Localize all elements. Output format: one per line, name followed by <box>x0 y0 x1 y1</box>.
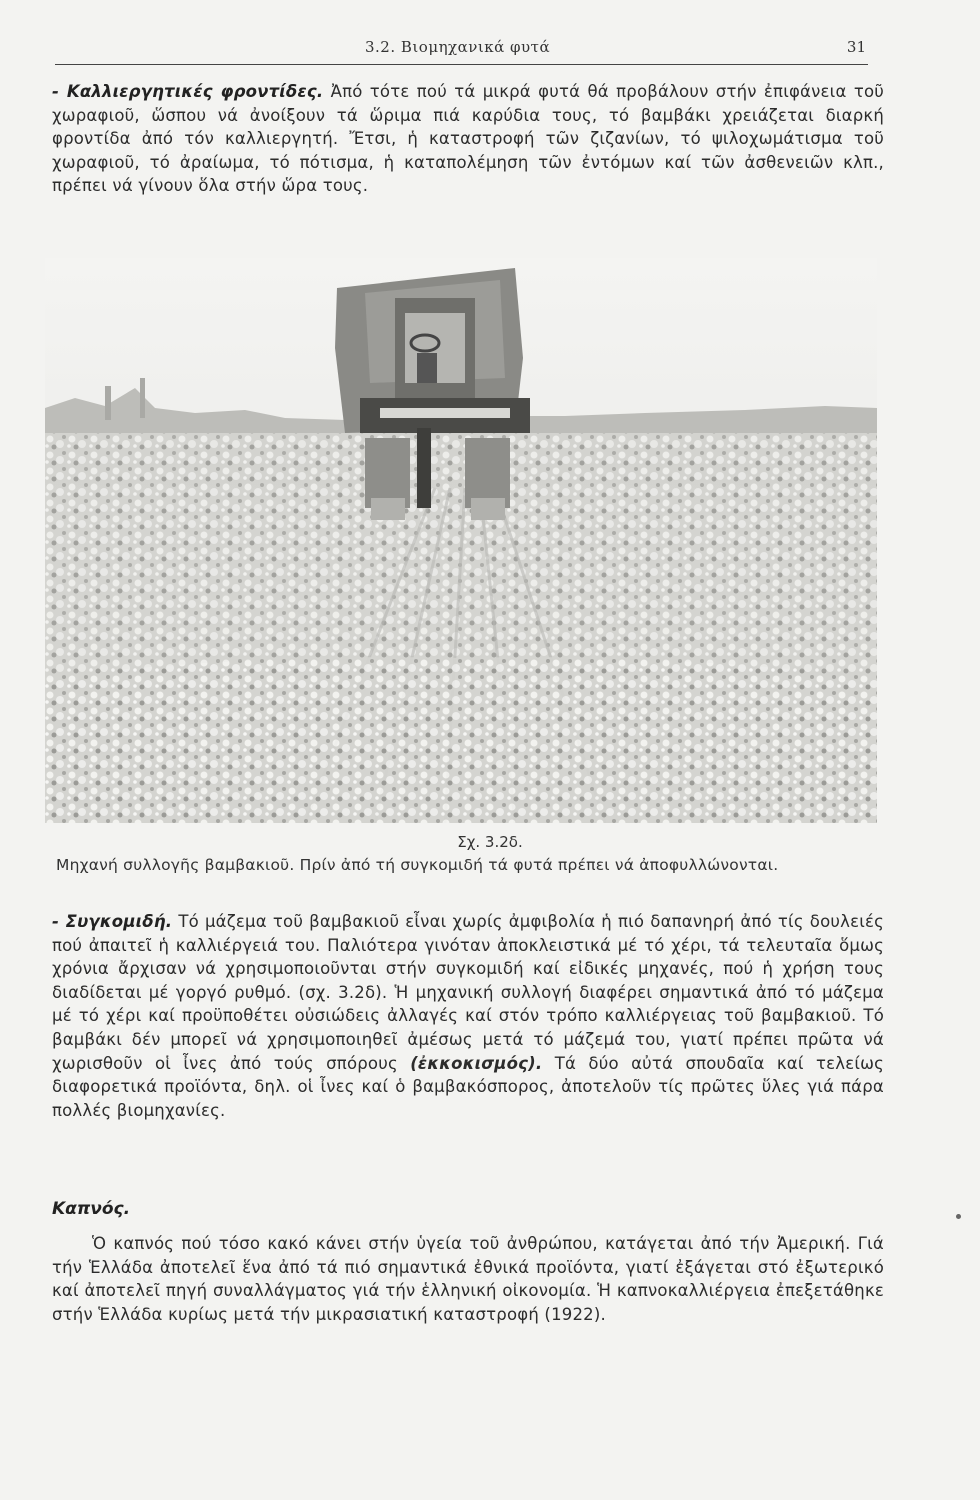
paragraph-cultivation-care <box>52 80 884 198</box>
paragraph-harvest <box>52 910 884 1122</box>
emphasized-term: (ἐκκοκισμός). <box>410 1053 543 1073</box>
header-title: 3.2. Βιομηχανικά φυτά <box>365 38 551 56</box>
paragraph-text-continued: Τά δύο αὐτά σπουδαῖα καί τελείως διαφορετικά προϊόντα, δηλ. οἱ ἶνες καί ὁ βαμβακόσπορος, ἀποτελοῦν τίς πρῶτες ὕλες γιά πάρα πολλές βιομηχανίες. <box>52 1053 884 1120</box>
paragraph-heading: - Συγκομιδή. <box>52 912 173 931</box>
paragraph-tobacco: Ὁ καπνός πού τόσο κακό κάνει στήν ὑγεία τοῦ ἀνθρώπου, κατάγεται ἀπό τήν Ἀμερική. Γιά τήν Ἑλλάδα ἀποτελεῖ ἕνα ἀπό τά πιό σημαντικά ἐθνικά προϊόντα, γιατί ἐξάγεται στό ἐξωτερικό καί ἀποτελεῖ πηγή συναλλάγματος γιά τήν ἑλληνική οἰκονομία. Ἡ καπνοκαλλιέργεια ἐπεξετάθηκε στήν Ἑλλάδα κυρίως μετά τήν μικρασιατική καταστροφή (1922). <box>52 1234 884 1324</box>
running-header <box>55 34 868 65</box>
figure-label: Σχ. 3.2δ. <box>457 833 523 851</box>
paragraph-text: Τό μάζεμα τοῦ βαμβακιοῦ εἶναι χωρίς ἀμφιβολία ἡ πιό δαπανηρή ἀπό τίς δουλειές πού ἀπαιτεῖ ἡ καλλιέργειά του. Παλιότερα γινόταν ἀποκλειστικά μέ τό χέρι, τά τελευταῖα ὅμως χρόνια ἄρχισαν νά χρησιμοποιοῦνται στήν συγκομιδή καί εἰδικές μηχανές, πού ἡ χρήση τους διαδίδεται μέ γοργό ρυθμό. (σχ. 3.2δ). Ἡ μηχανική συλλογή διαφέρει σημαντικά ἀπό τό μάζεμα μέ τό χέρι καί προϋποθέτει οὐσιώδεις ἀλλαγές καί στόν τρόπο καλλιέργειας τοῦ βαμβακιοῦ. Τό βαμβάκι δέν μπορεῖ νά χρησιμοποιηθεῖ ἀμέσως μετά τό μάζεμά του, γιατί πρέπει πρῶτα νά χωρισθοῦν οἱ ἶνες ἀπό τούς σπόρους <box>52 912 884 1073</box>
section-heading-tobacco: Καπνός. <box>52 1199 131 1219</box>
figure-caption: Μηχανή συλλογῆς βαμβακιοῦ. Πρίν ἀπό τή συγκομιδή τά φυτά πρέπει νά ἀποφυλλώνονται. <box>56 856 779 874</box>
page-number: 31 <box>846 38 866 56</box>
paragraph-text: Ἀπό τότε πού τά μικρά φυτά θά προβάλουν στήν ἐπιφάνεια τοῦ χωραφιοῦ, ὥσπου νά ἀνοίξουν τά ὥριμα πιά καρύδια τους, τό βαμβάκι χρειάζεται διαρκή φροντίδα ἀπό τόν καλλιεργητή. Ἔτσι, ἡ καταστροφή τῶν ζιζανίων, τό ψιλοχωμάτισμα τοῦ χωραφιοῦ, τό ἀραίωμα, τό πότισμα, ἡ καταπολέμηση τῶν ἐντόμων καί τῶν ἀσθενειῶν κλπ., πρέπει νά γίνουν ὅλα στήν ὥρα τους. <box>52 82 884 196</box>
paragraph-heading: - Καλλιεργητικές φροντίδες. <box>52 82 324 101</box>
margin-mark <box>956 1214 961 1219</box>
cotton-harvester-photo <box>45 258 877 823</box>
